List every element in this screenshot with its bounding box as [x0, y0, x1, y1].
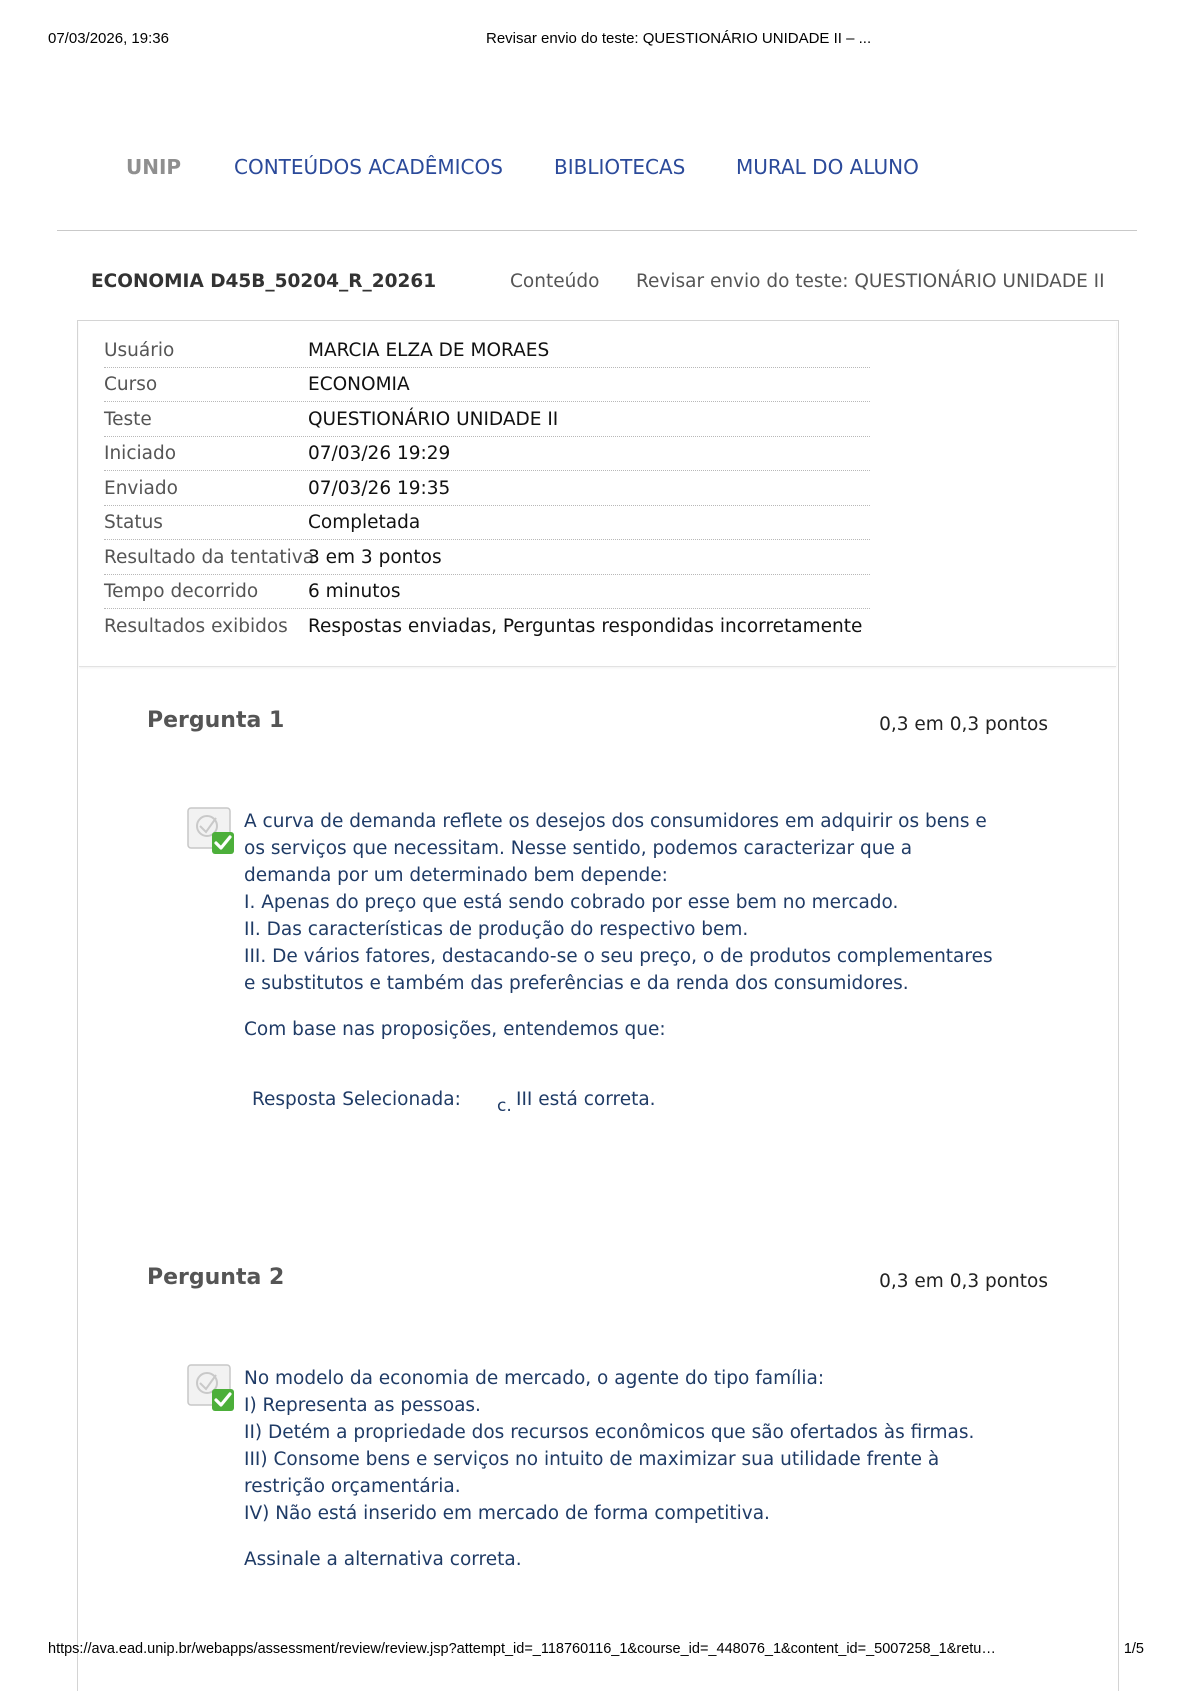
detail-row — [104, 472, 870, 506]
question-text-paragraph: IV) Não está inserido em mercado de forma competitiva. — [244, 1503, 770, 1524]
question-2-text — [244, 1365, 1004, 1573]
detail-label: Resultados exibidos — [104, 616, 288, 637]
attempt-details-table — [79, 321, 1116, 667]
question-text-paragraph: I) Representa as pessoas. — [244, 1395, 481, 1416]
detail-value: Completada — [308, 512, 421, 533]
detail-label: Tempo decorrido — [104, 581, 259, 602]
review-content-frame — [77, 320, 1119, 1691]
question-text-paragraph: III. De vários fatores, destacando-se o seu preço, o de produtos complementares e substitutos e também das preferências e da renda dos consumidores. — [244, 946, 993, 994]
detail-value: 6 minutos — [308, 581, 401, 602]
print-footer — [48, 1641, 1144, 1661]
breadcrumb-content[interactable]: Conteúdo — [510, 271, 600, 292]
question-text-paragraph: A curva de demanda reflete os desejos dos consumidores em adquirir os bens e os serviços que necessitam. Nesse sentido, podemos caracterizar que a demanda por um determinado bem depende: — [244, 811, 987, 886]
print-datetime: 07/03/2026, 19:36 — [48, 30, 169, 47]
print-title: Revisar envio do teste: QUESTIONÁRIO UNIDADE II – ... — [486, 30, 872, 47]
nav-mural-do-aluno[interactable]: MURAL DO ALUNO — [736, 155, 919, 179]
question-text-paragraph: I. Apenas do preço que está sendo cobrado por esse bem no mercado. — [244, 892, 899, 913]
detail-row — [104, 541, 870, 575]
nav-bibliotecas[interactable]: BIBLIOTECAS — [554, 155, 686, 179]
response-label: Resposta Selecionada: — [252, 1089, 461, 1110]
detail-value: MARCIA ELZA DE MORAES — [308, 340, 550, 361]
question-1-score: 0,3 em 0,3 pontos — [879, 714, 1048, 735]
print-page-number: 1/5 — [1123, 1641, 1144, 1657]
detail-row — [104, 506, 870, 540]
nav-unip[interactable]: UNIP — [126, 155, 182, 179]
question-text-paragraph: III) Consome bens e serviços no intuito de maximizar sua utilidade frente à restrição orçamentária. — [244, 1449, 940, 1497]
detail-label: Status — [104, 512, 163, 533]
detail-row — [104, 575, 870, 609]
correct-answer-icon — [186, 806, 236, 856]
detail-label: Curso — [104, 374, 158, 395]
print-header — [48, 30, 1144, 52]
question-prompt: Assinale a alternativa correta. — [244, 1549, 522, 1570]
detail-label: Iniciado — [104, 443, 177, 464]
detail-label: Enviado — [104, 478, 178, 499]
question-1-title: Pergunta 1 — [147, 708, 285, 733]
detail-label: Usuário — [104, 340, 175, 361]
question-text-paragraph: II) Detém a propriedade dos recursos econômicos que são ofertados às firmas. — [244, 1422, 975, 1443]
response-text: III está correta. — [516, 1089, 656, 1110]
breadcrumb-course[interactable]: ECONOMIA D45B_50204_R_20261 — [91, 271, 437, 292]
question-2-title: Pergunta 2 — [147, 1265, 285, 1290]
detail-row — [104, 368, 870, 402]
detail-row — [104, 334, 870, 368]
question-text-paragraph: II. Das características de produção do respectivo bem. — [244, 919, 749, 940]
nav-divider — [57, 230, 1137, 231]
detail-value: QUESTIONÁRIO UNIDADE II — [308, 409, 559, 430]
response-letter: c. — [497, 1096, 512, 1116]
nav-conteudos-academicos[interactable]: CONTEÚDOS ACADÊMICOS — [234, 155, 503, 179]
print-url: https://ava.ead.unip.br/webapps/assessment/review/review.jsp?attempt_id=_118760116_1&course_id=_448076_1&content_id=_5007258_1&retu… — [48, 1641, 996, 1657]
detail-label: Teste — [104, 409, 152, 430]
detail-value: 07/03/26 19:35 — [308, 478, 451, 499]
detail-row — [104, 403, 870, 437]
detail-row — [104, 437, 870, 471]
question-2-score: 0,3 em 0,3 pontos — [879, 1271, 1048, 1292]
question-prompt: Com base nas proposições, entendemos que: — [244, 1019, 666, 1040]
breadcrumb-current-page: Revisar envio do teste: QUESTIONÁRIO UNIDADE II — [636, 271, 1105, 292]
detail-row — [104, 610, 870, 643]
detail-label: Resultado da tentativa — [104, 547, 315, 568]
question-1-text — [244, 808, 1004, 1043]
detail-value: 3 em 3 pontos — [308, 547, 442, 568]
detail-value: 07/03/26 19:29 — [308, 443, 451, 464]
detail-value: Respostas enviadas, Perguntas respondidas incorretamente — [308, 616, 863, 637]
detail-value: ECONOMIA — [308, 374, 410, 395]
question-text-paragraph: No modelo da economia de mercado, o agente do tipo família: — [244, 1368, 825, 1389]
correct-answer-icon — [186, 1363, 236, 1413]
